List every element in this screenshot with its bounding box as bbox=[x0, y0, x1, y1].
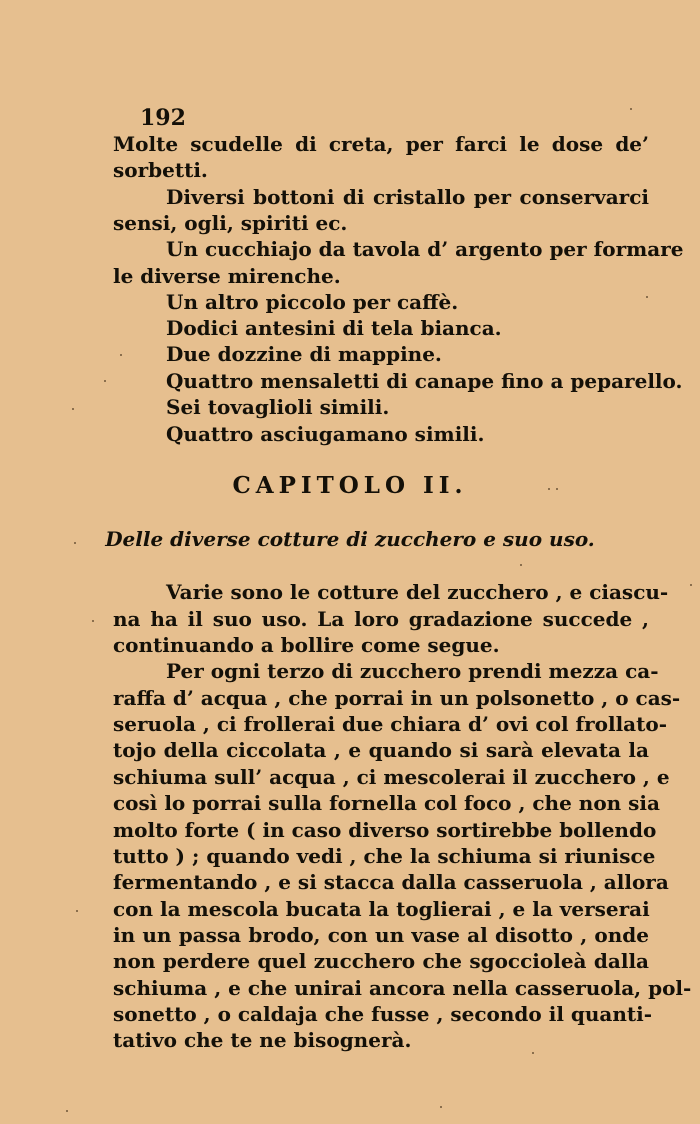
paragraph-line: schiuma , e che unirai ancora nella casseruola, pol- bbox=[113, 976, 692, 1000]
scan-speck bbox=[120, 354, 122, 356]
scan-speck bbox=[74, 542, 76, 544]
list-line: Diversi bottoni di cristallo per conservarci bbox=[166, 185, 649, 209]
paragraph-line: non perdere quel zucchero che sgoccioleà dalla bbox=[113, 949, 649, 973]
scan-speck bbox=[548, 488, 550, 490]
scan-speck bbox=[520, 564, 522, 566]
scan-speck bbox=[532, 1052, 534, 1054]
chapter-title: CAPITOLO II. bbox=[232, 472, 468, 499]
paragraph-line: Per ogni terzo di zucchero prendi mezza ca- bbox=[166, 659, 659, 683]
list-line: Un cucchiajo da tavola d’ argento per formare bbox=[166, 237, 684, 261]
paragraph-line: seruola , ci frollerai due chiara d’ ovi col frollato- bbox=[113, 712, 668, 736]
paragraph-line: fermentando , e si stacca dalla casseruola , allora bbox=[113, 870, 669, 894]
list-line: Quattro asciugamano simili. bbox=[166, 422, 485, 446]
list-line: Molte scudelle di creta, per farci le dose de’ bbox=[113, 132, 649, 156]
list-line: sensi, ogli, spiriti ec. bbox=[113, 211, 348, 235]
scan-speck bbox=[92, 620, 94, 622]
list-line: Un altro piccolo per caffè. bbox=[166, 290, 459, 314]
paragraph-line: in un passa brodo, con un vase al disotto , onde bbox=[113, 923, 649, 947]
list-line: Due dozzine di mappine. bbox=[166, 342, 442, 366]
paragraph-line: raffa d’ acqua , che porrai in un polsonetto , o cas- bbox=[113, 686, 681, 710]
paragraph-line: continuando a bollire come segue. bbox=[113, 633, 500, 657]
scan-speck bbox=[66, 1110, 68, 1112]
list-line: le diverse mirenche. bbox=[113, 264, 341, 288]
list-line: Sei tovaglioli simili. bbox=[166, 395, 390, 419]
paragraph-line: molto forte ( in caso diverso sortirebbe bollendo bbox=[113, 818, 657, 842]
paragraph-line: tojo della ciccolata , e quando si sarà elevata la bbox=[113, 738, 649, 762]
paragraph-line: Varie sono le cotture del zucchero , e ciascu- bbox=[166, 580, 669, 604]
page-number: 192 bbox=[140, 105, 186, 131]
scan-speck bbox=[440, 1106, 442, 1108]
paragraph-line: tutto ) ; quando vedi , che la schiuma si riunisce bbox=[113, 844, 656, 868]
paragraph-line: na ha il suo uso. La loro gradazione succede , bbox=[113, 607, 649, 631]
list-line: Quattro mensaletti di canape fino a peparello. bbox=[166, 369, 683, 393]
scan-speck bbox=[646, 296, 648, 298]
paragraph-line: così lo porrai sulla fornella col foco , che non sia bbox=[113, 791, 660, 815]
scan-speck bbox=[72, 408, 74, 410]
scan-speck bbox=[630, 108, 632, 110]
scan-speck bbox=[690, 584, 692, 586]
chapter-subtitle: Delle diverse cotture di zucchero e suo uso. bbox=[105, 527, 595, 551]
paragraph-line: schiuma sull’ acqua , ci mescolerai il zucchero , e bbox=[113, 765, 670, 789]
paragraph-line: tativo che te ne bisognerà. bbox=[113, 1028, 412, 1052]
list-line: Dodici antesini di tela bianca. bbox=[166, 316, 502, 340]
scan-speck bbox=[556, 488, 558, 490]
paragraph-line: con la mescola bucata la toglierai , e la verserai bbox=[113, 897, 650, 921]
paragraph-line: sonetto , o caldaja che fusse , secondo il quanti- bbox=[113, 1002, 653, 1026]
scan-speck bbox=[76, 910, 78, 912]
list-line: sorbetti. bbox=[113, 158, 208, 182]
scan-speck bbox=[104, 380, 106, 382]
